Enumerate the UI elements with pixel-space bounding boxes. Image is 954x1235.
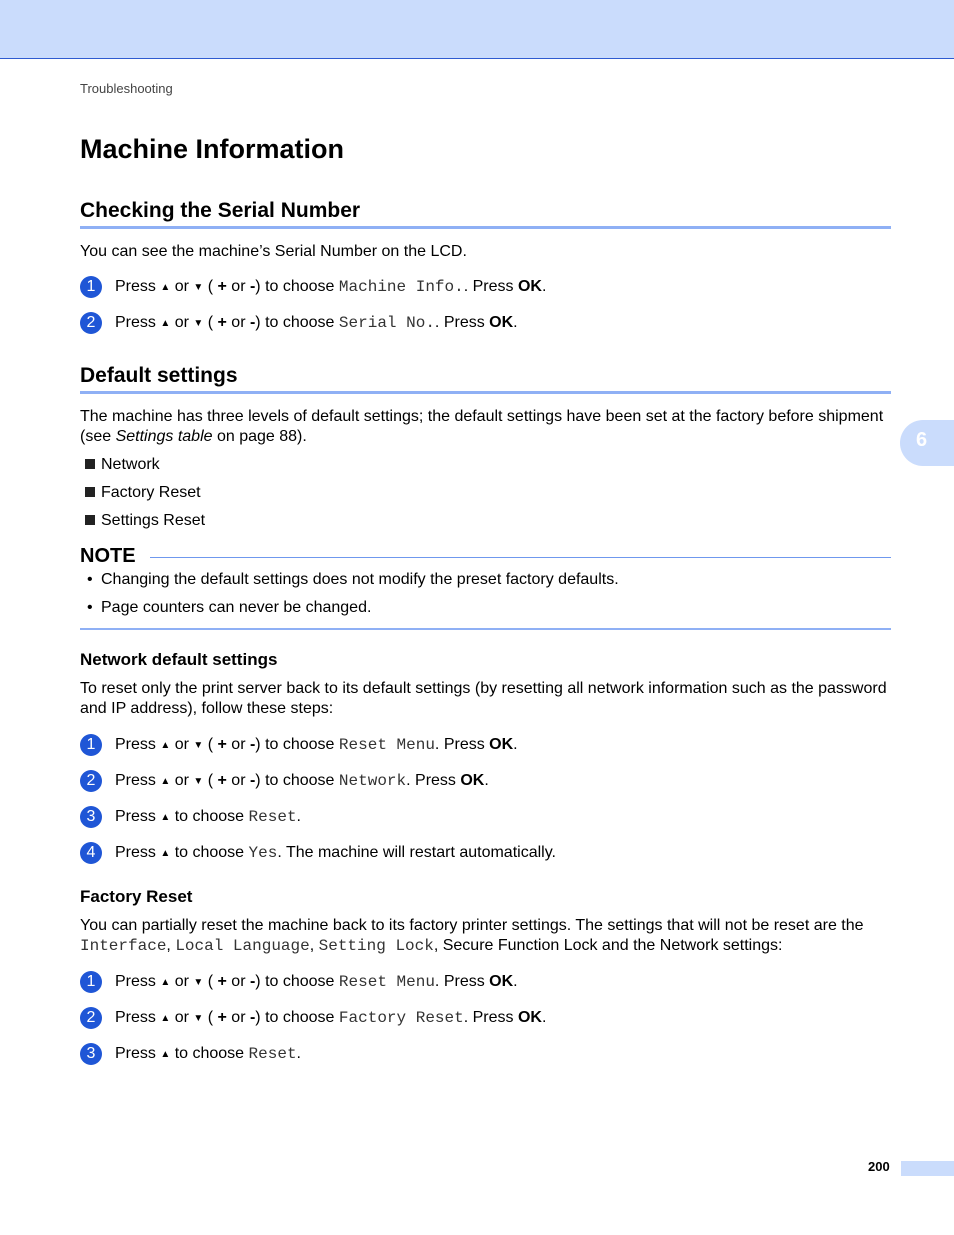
subsection-heading-network: Network default settings <box>80 650 278 669</box>
subsection-heading-factory: Factory Reset <box>80 887 193 906</box>
square-bullet-icon <box>85 515 95 525</box>
section-heading-serial: Checking the Serial Number <box>80 199 891 229</box>
step-number-icon: 1 <box>80 276 102 298</box>
page-title: Machine Information <box>80 134 345 164</box>
note-heading: NOTE <box>80 545 136 567</box>
ok-key-label: OK <box>489 314 514 331</box>
step-item: 1 Press ▲ or ▼ ( + or -) to choose Reset Menu. Press OK. <box>80 970 900 994</box>
up-arrow-icon: ▲ <box>160 1013 171 1024</box>
settings-table-link: Settings table <box>115 428 213 445</box>
up-arrow-icon: ▲ <box>160 318 171 329</box>
down-arrow-icon: ▼ <box>193 776 204 787</box>
step-number-icon: 3 <box>80 1043 102 1065</box>
up-arrow-icon: ▲ <box>160 740 171 751</box>
note-item: • Changing the default settings does not modify the preset factory defaults. <box>87 571 619 588</box>
up-arrow-icon: ▲ <box>160 1049 171 1060</box>
note-divider <box>150 557 891 558</box>
serial-intro: You can see the machine’s Serial Number on the LCD. <box>80 243 467 260</box>
note-item: • Page counters can never be changed. <box>87 599 372 616</box>
page-tab <box>901 1161 954 1176</box>
step-number-icon: 2 <box>80 770 102 792</box>
ok-key-label: OK <box>517 278 542 295</box>
up-arrow-icon: ▲ <box>160 776 171 787</box>
lcd-menu-text: Machine Info. <box>338 278 464 296</box>
chapter-number: 6 <box>916 429 928 451</box>
ok-key-label: OK <box>489 973 514 990</box>
step-item: 3 Press ▲ to choose Reset. <box>80 805 900 829</box>
step-item: 4 Press ▲ to choose Yes. The machine will restart automatically. <box>80 841 900 865</box>
square-bullet-icon <box>85 487 95 497</box>
note-bottom-divider <box>80 628 891 630</box>
breadcrumb: Troubleshooting <box>80 81 173 96</box>
down-arrow-icon: ▼ <box>193 318 204 329</box>
step-number-icon: 2 <box>80 312 102 334</box>
lcd-menu-text: Serial No. <box>338 314 435 332</box>
down-arrow-icon: ▼ <box>193 977 204 988</box>
list-item: Factory Reset <box>85 483 201 503</box>
defaults-intro: The machine has three levels of default settings; the default settings have been set at the factory before shipment (see Settings table on page 88). <box>80 408 884 445</box>
step-item: 2 Press ▲ or ▼ ( + or -) to choose Network. Press OK. <box>80 769 900 793</box>
lcd-menu-text: Network <box>338 772 407 790</box>
step-number-icon: 4 <box>80 842 102 864</box>
factory-intro: You can partially reset the machine back to its factory printer settings. The settings that will not be reset are the Interface, Local Language, Setting Lock, Secure Function Lock and the Network settings: <box>80 917 864 955</box>
up-arrow-icon: ▲ <box>160 848 171 859</box>
lcd-menu-text: Reset Menu <box>338 973 435 991</box>
header-bar <box>0 0 954 59</box>
up-arrow-icon: ▲ <box>160 977 171 988</box>
step-item: 2 Press ▲ or ▼ ( + or -) to choose Serial No.. Press OK. <box>80 311 900 335</box>
step-item: 1 Press ▲ or ▼ ( + or -) to choose Reset Menu. Press OK. <box>80 733 900 757</box>
step-number-icon: 1 <box>80 734 102 756</box>
step-item: 3 Press ▲ to choose Reset. <box>80 1042 900 1066</box>
step-item: 2 Press ▲ or ▼ ( + or -) to choose Factory Reset. Press OK. <box>80 1006 900 1030</box>
ok-key-label: OK <box>460 772 485 789</box>
lcd-menu-text: Reset <box>248 1045 297 1063</box>
lcd-menu-text: Reset <box>248 808 297 826</box>
lcd-menu-text: Yes <box>248 844 278 862</box>
ok-key-label: OK <box>489 736 514 753</box>
step-number-icon: 1 <box>80 971 102 993</box>
ok-key-label: OK <box>517 1009 542 1026</box>
step-item: 1 Press ▲ or ▼ ( + or -) to choose Machine Info.. Press OK. <box>80 275 900 299</box>
page-number: 200 <box>868 1159 890 1174</box>
up-arrow-icon: ▲ <box>160 282 171 293</box>
section-heading-defaults: Default settings <box>80 364 891 394</box>
lcd-menu-text: Reset Menu <box>338 736 435 754</box>
down-arrow-icon: ▼ <box>193 740 204 751</box>
square-bullet-icon <box>85 459 95 469</box>
list-item: Network <box>85 455 160 475</box>
lcd-menu-text: Factory Reset <box>338 1009 464 1027</box>
network-intro: To reset only the print server back to its default settings (by resetting all network information such as the password and IP address), follow these steps: <box>80 680 887 717</box>
down-arrow-icon: ▼ <box>193 1013 204 1024</box>
step-number-icon: 3 <box>80 806 102 828</box>
step-number-icon: 2 <box>80 1007 102 1029</box>
list-item: Settings Reset <box>85 511 205 531</box>
up-arrow-icon: ▲ <box>160 812 171 823</box>
down-arrow-icon: ▼ <box>193 282 204 293</box>
